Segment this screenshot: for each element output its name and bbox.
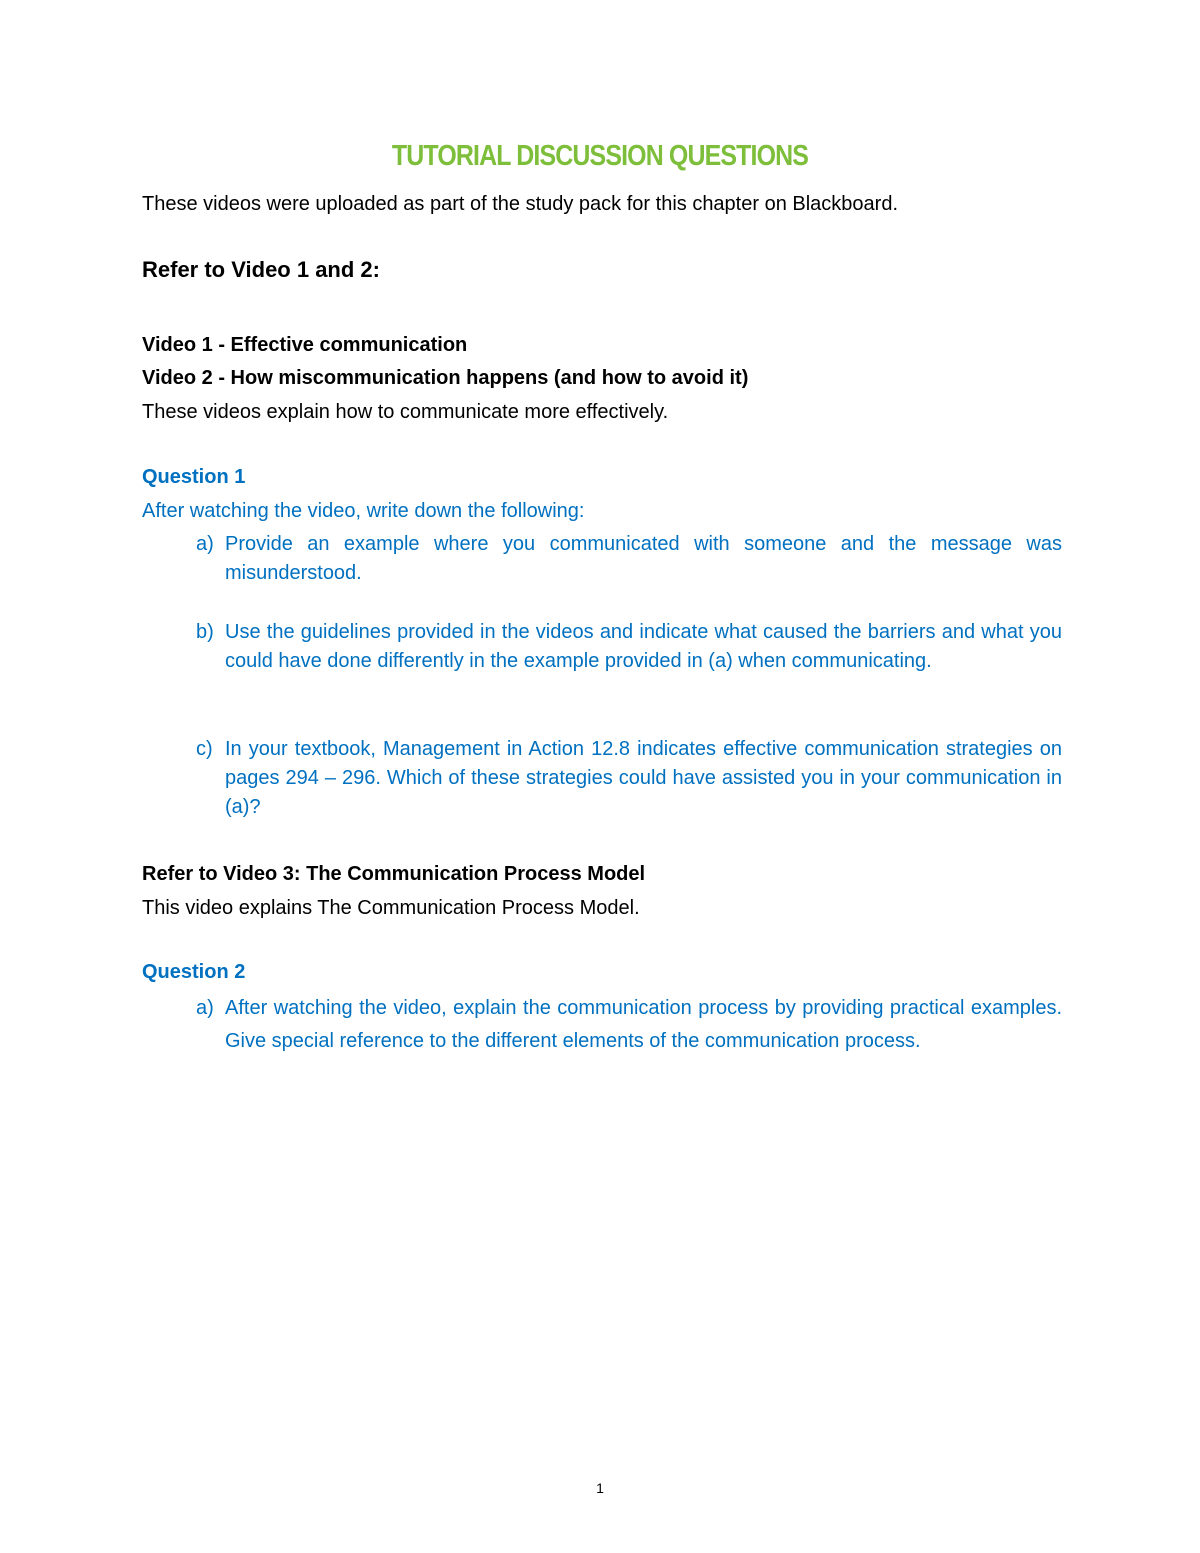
question1-heading: Question 1 bbox=[142, 466, 246, 488]
section1-description: These videos explain how to communicate more effectively. bbox=[142, 401, 669, 423]
question1-prompt: After watching the video, write down the following: bbox=[142, 500, 585, 522]
list-marker: a) bbox=[196, 997, 214, 1019]
list-item-text: Use the guidelines provided in the videos and indicate what caused the barriers and what you could have done differently in the example provided in (a) when communicating. bbox=[225, 621, 1062, 672]
question1-item-b bbox=[196, 618, 1062, 676]
question2-item-a bbox=[196, 992, 1062, 1058]
section2-heading: Refer to Video 3: The Communication Process Model bbox=[142, 863, 646, 885]
question2-heading: Question 2 bbox=[142, 961, 246, 983]
page-number: 1 bbox=[596, 1480, 604, 1496]
list-item-text: Provide an example where you communicated with someone and the message was misunderstood. bbox=[225, 533, 1062, 584]
section1-heading: Refer to Video 1 and 2: bbox=[142, 257, 380, 282]
question1-item-a bbox=[196, 530, 1062, 588]
intro-text: These videos were uploaded as part of the study pack for this chapter on Blackboard. bbox=[142, 193, 898, 215]
list-marker: c) bbox=[196, 738, 213, 760]
video2-title: Video 2 - How miscommunication happens (and how to avoid it) bbox=[142, 367, 749, 389]
question1-item-c bbox=[196, 735, 1062, 822]
video1-title: Video 1 - Effective communication bbox=[142, 334, 468, 356]
list-item-text: In your textbook, Management in Action 12.8 indicates effective communication strategies on pages 294 – 296. Which of these strategies could have assisted you in your communication in (a)? bbox=[225, 738, 1062, 818]
section2-description: This video explains The Communication Process Model. bbox=[142, 897, 640, 919]
document-title: TUTORIAL DISCUSSION QUESTIONS bbox=[391, 140, 809, 172]
list-item-text: After watching the video, explain the communication process by providing practical examples. Give special reference to the different elements of the communication process. bbox=[225, 997, 1062, 1052]
list-marker: b) bbox=[196, 621, 214, 643]
list-marker: a) bbox=[196, 533, 214, 555]
